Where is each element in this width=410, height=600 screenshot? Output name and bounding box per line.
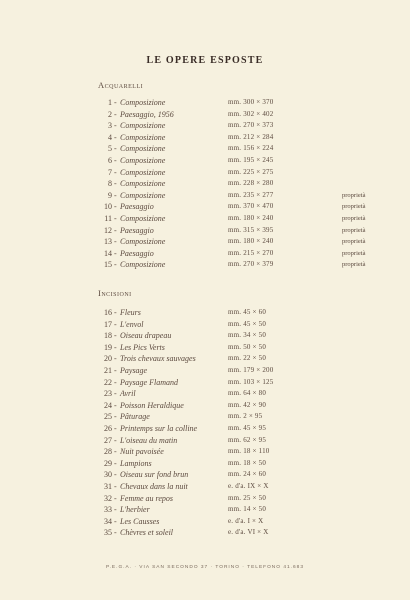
- separator-dash: -: [114, 179, 117, 189]
- work-row: [0, 504, 410, 516]
- work-row: [0, 132, 410, 144]
- section-label-acquarelli: Acquarelli: [98, 80, 144, 90]
- work-title: Les Pics Verts: [120, 342, 165, 352]
- work-title: L'oiseau du matin: [120, 435, 178, 445]
- separator-dash: -: [114, 354, 117, 364]
- work-title: Chevaux dans la nuit: [120, 481, 188, 491]
- work-dimensions: mm. 24 × 60: [228, 470, 267, 479]
- work-title: Les Causses: [120, 516, 160, 526]
- work-row: [0, 400, 410, 412]
- work-dimensions: mm. 156 × 224: [228, 144, 274, 153]
- work-row: [0, 167, 410, 179]
- work-number: 23: [104, 389, 112, 399]
- work-number: 17: [104, 319, 112, 329]
- work-title: Paesaggio, 1956: [120, 109, 174, 119]
- work-title: L'herbier: [120, 505, 150, 515]
- work-title: Composizione: [120, 260, 166, 270]
- separator-dash: -: [114, 528, 117, 538]
- work-row: [0, 190, 410, 202]
- work-dimensions: mm. 34 × 50: [228, 331, 267, 340]
- works-list-incisioni: [0, 307, 410, 539]
- separator-dash: -: [114, 98, 117, 107]
- work-dimensions: mm. 64 × 80: [228, 389, 267, 398]
- separator-dash: -: [114, 435, 117, 445]
- work-number: 30: [104, 470, 112, 480]
- work-dimensions: mm. 50 × 50: [228, 342, 267, 351]
- work-number: 1: [108, 98, 112, 107]
- work-dimensions: mm. 180 × 240: [228, 213, 274, 222]
- work-title: Paesaggio: [120, 248, 154, 258]
- work-dimensions: mm. 45 × 60: [228, 308, 267, 316]
- work-row: [0, 423, 410, 435]
- work-ownership: proprietà: [342, 203, 366, 211]
- work-ownership: proprietà: [342, 191, 366, 199]
- work-dimensions: mm. 62 × 95: [228, 435, 267, 444]
- work-number: 18: [104, 331, 112, 341]
- separator-dash: -: [114, 493, 117, 503]
- work-row: [0, 201, 410, 213]
- work-row: [0, 259, 410, 271]
- separator-dash: -: [114, 505, 117, 515]
- work-row: [0, 155, 410, 167]
- work-title: Chèvres et soleil: [120, 528, 174, 538]
- work-dimensions: mm. 225 × 275: [228, 167, 274, 176]
- work-dimensions: e. d'a. VI × X: [228, 528, 269, 537]
- work-number: 28: [104, 447, 112, 457]
- work-number: 13: [104, 237, 112, 247]
- work-dimensions: mm. 179 × 200: [228, 365, 274, 374]
- work-number: 31: [104, 481, 112, 491]
- separator-dash: -: [114, 260, 117, 270]
- work-title: Composizione: [120, 144, 166, 154]
- work-row: [0, 319, 410, 331]
- work-dimensions: mm. 370 × 470: [228, 202, 274, 211]
- publisher-footer: P.E.G.A. · VIA SAN SECONDO 37 · TORINO · TELEFONO 41.683: [106, 565, 304, 570]
- work-number: 3: [108, 121, 112, 131]
- separator-dash: -: [114, 365, 117, 375]
- work-title: Composizione: [120, 132, 166, 142]
- work-title: Composizione: [120, 167, 166, 177]
- separator-dash: -: [114, 213, 117, 223]
- work-row: [0, 469, 410, 481]
- work-number: 14: [104, 248, 112, 258]
- work-dimensions: mm. 195 × 245: [228, 155, 274, 164]
- work-number: 12: [104, 225, 112, 235]
- separator-dash: -: [114, 132, 117, 142]
- separator-dash: -: [114, 319, 117, 329]
- work-row: [0, 481, 410, 493]
- work-title: Printemps sur la colline: [120, 423, 198, 433]
- separator-dash: -: [114, 248, 117, 258]
- work-number: 16: [104, 308, 112, 317]
- work-number: 27: [104, 435, 112, 445]
- work-number: 8: [108, 179, 112, 189]
- work-dimensions: mm. 42 × 90: [228, 400, 267, 409]
- work-title: Fleurs: [120, 308, 141, 317]
- work-row: [0, 342, 410, 354]
- work-dimensions: mm. 18 × 110: [228, 447, 270, 456]
- work-row: [0, 97, 410, 109]
- work-dimensions: mm. 103 × 125: [228, 377, 274, 386]
- work-dimensions: mm. 235 × 277: [228, 190, 274, 199]
- work-row: [0, 225, 410, 237]
- work-title: Nuit pavoisée: [120, 447, 164, 457]
- work-number: 22: [104, 377, 112, 387]
- separator-dash: -: [114, 109, 117, 119]
- work-title: Oiseau sur fond brun: [120, 470, 189, 480]
- separator-dash: -: [114, 423, 117, 433]
- work-title: Composizione: [120, 213, 166, 223]
- work-dimensions: mm. 270 × 379: [228, 260, 274, 269]
- work-dimensions: e. d'a. IX × X: [228, 481, 269, 490]
- work-dimensions: mm. 270 × 373: [228, 121, 274, 130]
- work-row: [0, 435, 410, 447]
- work-ownership: proprietà: [342, 249, 366, 257]
- separator-dash: -: [114, 225, 117, 235]
- work-number: 7: [108, 167, 112, 177]
- separator-dash: -: [114, 202, 117, 212]
- work-number: 5: [108, 144, 112, 154]
- work-dimensions: mm. 212 × 284: [228, 132, 274, 141]
- work-row: [0, 527, 410, 539]
- separator-dash: -: [114, 389, 117, 399]
- work-row: [0, 330, 410, 342]
- work-row: [0, 353, 410, 365]
- work-row: [0, 178, 410, 190]
- work-number: 26: [104, 423, 112, 433]
- work-dimensions: mm. 228 × 280: [228, 179, 274, 188]
- work-ownership: proprietà: [342, 238, 366, 246]
- work-number: 15: [104, 260, 112, 270]
- work-dimensions: mm. 14 × 50: [228, 505, 267, 514]
- work-row: [0, 516, 410, 528]
- work-title: Avril: [120, 389, 136, 399]
- works-list-acquarelli: [0, 97, 410, 271]
- work-dimensions: mm. 25 × 50: [228, 493, 267, 502]
- work-row: [0, 120, 410, 132]
- work-dimensions: mm. 45 × 50: [228, 319, 267, 328]
- work-title: Femme au repos: [120, 493, 174, 503]
- work-number: 34: [104, 516, 112, 526]
- work-title: Oiseau drapeau: [120, 331, 172, 341]
- work-row: [0, 143, 410, 155]
- separator-dash: -: [114, 190, 117, 200]
- work-row: [0, 377, 410, 389]
- work-number: 33: [104, 505, 112, 515]
- page-title: LE OPERE ESPOSTE: [146, 55, 264, 66]
- work-number: 25: [104, 412, 112, 422]
- work-title: Trois chevaux sauvages: [120, 354, 196, 364]
- work-row: [0, 307, 410, 319]
- work-title: Paesaggio: [120, 225, 154, 235]
- work-title: Lampions: [120, 458, 152, 468]
- work-row: [0, 411, 410, 423]
- separator-dash: -: [114, 481, 117, 491]
- section-label-incisioni: Incisioni: [98, 288, 132, 298]
- work-title: Composizione: [120, 155, 166, 165]
- work-number: 20: [104, 354, 112, 364]
- work-title: Paysage Flamand: [120, 377, 178, 387]
- work-number: 2: [108, 109, 112, 119]
- work-dimensions: mm. 315 × 395: [228, 225, 274, 234]
- separator-dash: -: [114, 237, 117, 247]
- work-row: [0, 236, 410, 248]
- work-number: 10: [104, 202, 112, 212]
- work-row: [0, 446, 410, 458]
- separator-dash: -: [114, 470, 117, 480]
- work-row: [0, 388, 410, 400]
- separator-dash: -: [114, 144, 117, 154]
- separator-dash: -: [114, 400, 117, 410]
- separator-dash: -: [114, 155, 117, 165]
- work-row: [0, 248, 410, 260]
- work-number: 6: [108, 155, 112, 165]
- work-title: Pâturage: [120, 412, 150, 422]
- work-title: Composizione: [120, 121, 166, 131]
- work-title: Paesaggio: [120, 202, 154, 212]
- separator-dash: -: [114, 167, 117, 177]
- work-title: Composizione: [120, 190, 166, 200]
- work-row: [0, 458, 410, 470]
- work-row: [0, 109, 410, 121]
- work-number: 9: [108, 190, 112, 200]
- separator-dash: -: [114, 331, 117, 341]
- separator-dash: -: [114, 412, 117, 422]
- work-number: 24: [104, 400, 112, 410]
- separator-dash: -: [114, 516, 117, 526]
- work-number: 21: [104, 365, 112, 375]
- work-dimensions: mm. 180 × 240: [228, 237, 274, 246]
- separator-dash: -: [114, 447, 117, 457]
- work-dimensions: mm. 302 × 402: [228, 109, 274, 118]
- separator-dash: -: [114, 458, 117, 468]
- separator-dash: -: [114, 121, 117, 131]
- work-row: [0, 213, 410, 225]
- work-number: 29: [104, 458, 112, 468]
- work-number: 4: [108, 132, 112, 142]
- work-dimensions: mm. 45 × 95: [228, 423, 267, 432]
- work-dimensions: mm. 300 × 370: [228, 98, 274, 106]
- work-dimensions: mm. 18 × 50: [228, 458, 267, 467]
- work-dimensions: mm. 2 × 95: [228, 412, 263, 421]
- work-title: Composizione: [120, 237, 166, 247]
- work-dimensions: mm. 22 × 50: [228, 354, 267, 363]
- work-number: 35: [104, 528, 112, 538]
- work-number: 32: [104, 493, 112, 503]
- work-dimensions: e. d'a. I × X: [228, 516, 264, 525]
- work-title: Paysage: [120, 365, 148, 375]
- work-number: 19: [104, 342, 112, 352]
- work-title: Composizione: [120, 98, 166, 107]
- work-row: [0, 365, 410, 377]
- work-ownership: proprietà: [342, 261, 366, 269]
- work-title: Poisson Heraldique: [120, 400, 184, 410]
- work-row: [0, 493, 410, 505]
- work-number: 11: [104, 213, 112, 223]
- separator-dash: -: [114, 308, 117, 317]
- separator-dash: -: [114, 377, 117, 387]
- work-title: Composizione: [120, 179, 166, 189]
- work-ownership: proprietà: [342, 226, 366, 234]
- work-title: L'envol: [120, 319, 144, 329]
- work-ownership: proprietà: [342, 214, 366, 222]
- work-dimensions: mm. 215 × 270: [228, 248, 274, 257]
- separator-dash: -: [114, 342, 117, 352]
